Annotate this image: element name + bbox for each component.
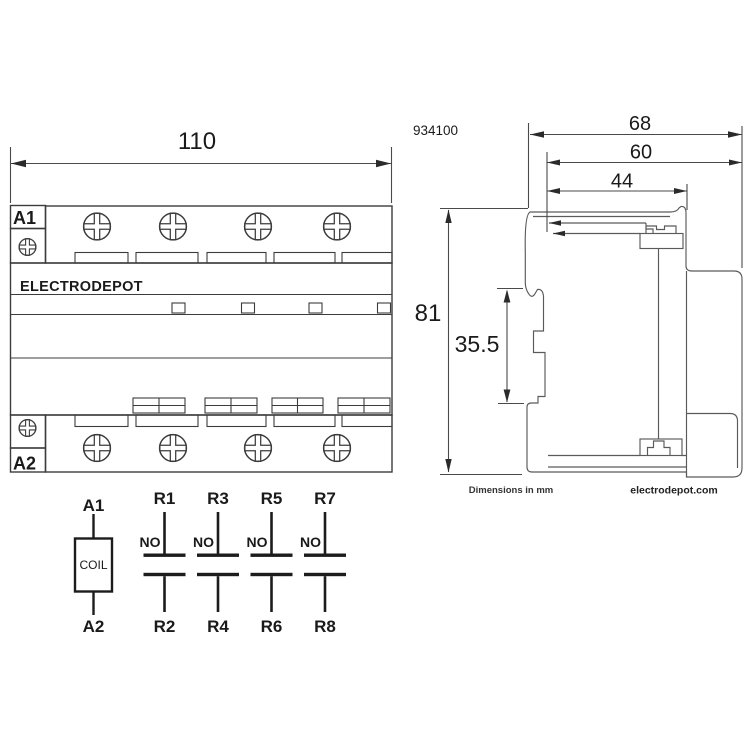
- coil-label: COIL: [79, 558, 108, 572]
- contact-type-label: NO: [193, 534, 214, 550]
- side-din-rail-dimension: [455, 289, 524, 404]
- front-terminal-a2-label: A2: [13, 453, 37, 474]
- contact-top-label: R1: [153, 489, 176, 508]
- arrow-left-icon: [530, 131, 544, 137]
- front-width-dimension: [11, 128, 392, 203]
- screw-head-icon: [160, 213, 187, 240]
- depth-front-dim-label: 44: [610, 170, 634, 193]
- screw-head-icon: [324, 213, 351, 240]
- contact-bottom-label: R8: [314, 617, 336, 636]
- side-depth-front-dimension: [547, 171, 687, 211]
- contact-symbol: [300, 489, 346, 636]
- arrow-right-icon: [376, 160, 391, 167]
- contact-top-label: R7: [314, 489, 336, 508]
- coil-bottom-terminal-label: A2: [82, 617, 105, 636]
- small-screw-head-icon: [19, 420, 36, 437]
- side-profile-outline: [525, 206, 742, 477]
- contact-bottom-label: R2: [153, 617, 176, 636]
- screw-head-icon: [84, 213, 111, 240]
- contact-type-label: NO: [300, 534, 321, 550]
- front-view: [11, 128, 393, 474]
- contact-top-label: R5: [260, 489, 283, 508]
- coil-symbol: [75, 496, 112, 636]
- arrow-left-icon: [11, 160, 26, 167]
- contact-bottom-label: R6: [260, 617, 283, 636]
- screw-head-icon: [324, 435, 351, 462]
- brand-label: ELECTRODEPOT: [20, 279, 143, 295]
- front-indicator-windows: [172, 303, 391, 313]
- coil-top-terminal-label: A1: [82, 496, 105, 515]
- screw-head-icon: [84, 435, 111, 462]
- small-screw-head-icon: [19, 239, 36, 256]
- contact-symbol: [140, 489, 186, 636]
- screw-head-icon: [245, 213, 272, 240]
- arrow-down-icon: [445, 459, 451, 473]
- height-dim-label: 81: [414, 300, 442, 327]
- part-number-label: 934100: [413, 123, 459, 138]
- front-top-terminal-slots: [75, 253, 392, 264]
- contact-type-label: NO: [246, 534, 268, 550]
- contact-type-label: NO: [139, 534, 161, 550]
- side-depth-body-dimension: [547, 142, 742, 233]
- screw-head-icon: [245, 435, 272, 462]
- website-label: electrodepot.com: [630, 484, 718, 497]
- front-bottom-terminal-slots: [75, 415, 392, 427]
- units-note: Dimensions in mm: [468, 485, 554, 496]
- side-view: [413, 113, 742, 477]
- arrow-right-icon: [728, 131, 742, 137]
- footer-notes: [469, 485, 718, 497]
- contact-bottom-label: R4: [207, 617, 229, 636]
- front-latch-windows: [133, 398, 390, 413]
- front-screws: [19, 213, 350, 461]
- arrow-up-icon: [445, 210, 451, 224]
- side-internal-lines: [533, 217, 738, 478]
- depth-body-dim-label: 60: [629, 141, 653, 164]
- contact-top-label: R3: [207, 489, 229, 508]
- din-rail-dim-label: 35.5: [454, 331, 500, 357]
- contact-symbol: [247, 489, 293, 636]
- contact-symbol: [193, 489, 239, 636]
- depth-total-dim-label: 68: [628, 113, 652, 135]
- front-width-dim-label: 110: [177, 128, 217, 155]
- wiring-schematic: [75, 489, 346, 636]
- front-terminal-a1-label: A1: [13, 208, 37, 228]
- front-body-band-lines: [11, 295, 393, 359]
- screw-head-icon: [160, 435, 187, 462]
